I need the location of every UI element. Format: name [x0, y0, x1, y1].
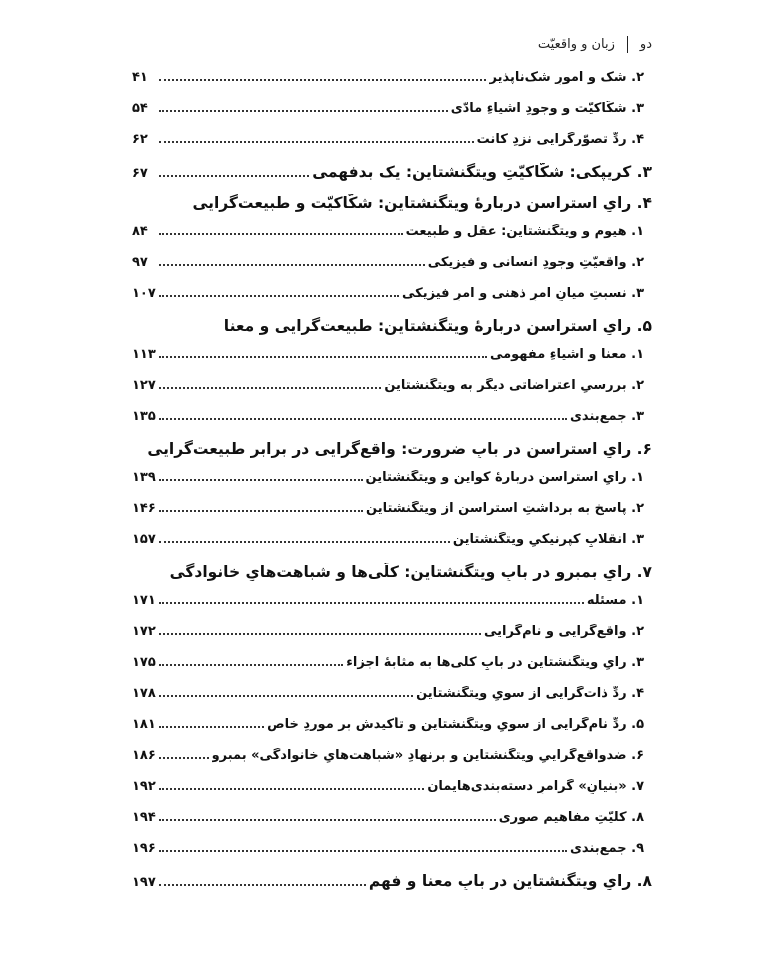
dot-leader: [159, 264, 425, 266]
toc-entry-title: ۸. کلّیّتِ مفاهیمِ صوری: [498, 810, 644, 825]
toc-entry-title: ۶. ضدواقع‌گراییِ ویتگنشتاین و برنهادِ «شباهت‌هایِ خانوادگی» بمبرو: [211, 748, 644, 763]
toc-page-number: ۹۷: [132, 255, 148, 270]
toc-entry-title: ۱. رایِ استراسن دربارهٔ کواین و ویتگنشتاین: [365, 470, 644, 485]
toc-entry-title: ۷. «بنیانِ» گرامرِ دسته‌بندی‌هایمان: [427, 779, 644, 794]
dot-leader: [159, 479, 363, 481]
dot-leader: [159, 757, 209, 759]
toc-page-number: ۶۷: [132, 166, 148, 181]
toc-page-number: ۱۰۷: [132, 286, 156, 301]
dot-leader: [159, 850, 567, 852]
toc-chapter-entry[interactable]: [132, 440, 652, 470]
toc-entry-title: ۴. ردِّ تصوّرگرایی نزدِ کانت: [476, 132, 644, 147]
toc-page-number: ۱۵۷: [132, 532, 156, 547]
dot-leader: [159, 788, 424, 790]
toc-entry-title: ۲. شک و امورِ شک‌ناپذیر: [489, 70, 644, 85]
dot-leader: [159, 726, 264, 728]
toc-entry-title: ۲. واقعیّتِ وجودِ انسانی و فیزیکی: [427, 255, 644, 270]
toc-section-entry[interactable]: [132, 501, 652, 532]
dot-leader: [159, 356, 487, 358]
toc-entry-title: ۵. ردِّ نام‌گرایی از سویِ ویتگنشتاین و تأکیدش بر موردِ خاص: [267, 717, 644, 732]
toc-page-number: ۱۴۶: [132, 501, 156, 516]
toc-page-number: ۱۲۷: [132, 378, 156, 393]
toc-section-entry[interactable]: [132, 717, 652, 748]
toc-entry-title: ۳. شکّاکیّت و وجودِ اشیاءِ مادّی: [450, 101, 644, 116]
toc-section-entry[interactable]: [132, 841, 652, 872]
toc-section-entry[interactable]: [132, 409, 652, 440]
toc-page-number: ۱۸۶: [132, 748, 156, 763]
dot-leader: [159, 695, 413, 697]
toc-entry-title: ۵. رایِ استراسن دربارهٔ ویتگنشتاین: طبیعت‌گرایی و معنا: [223, 317, 652, 335]
toc-entry-title: ۶. رایِ استراسن در بابِ ضرورت: واقع‌گرایی در برابرِ طبیعت‌گرایی: [147, 440, 652, 458]
toc-page-number: ۱۷۵: [132, 655, 156, 670]
dot-leader: [159, 884, 366, 886]
toc-page-number: ۱۷۲: [132, 624, 156, 639]
toc-section-entry[interactable]: [132, 132, 652, 163]
toc-entry-title: ۳. نسبتِ میانِ امرِ ذهنی و امرِ فیزیکی: [402, 286, 644, 301]
dot-leader: [159, 510, 363, 512]
dot-leader: [159, 387, 381, 389]
toc-page-number: ۱۳۵: [132, 409, 156, 424]
dot-leader: [159, 295, 399, 297]
toc-chapter-entry[interactable]: [132, 317, 652, 347]
toc-entry-title: ۳. جمع‌بندی: [570, 409, 644, 424]
toc-page-number: ۱۷۸: [132, 686, 156, 701]
toc-entry-title: ۴. رایِ استراسن دربارهٔ ویتگنشتاین: شکّاکیّت و طبیعت‌گرایی: [192, 194, 652, 212]
toc-section-entry[interactable]: [132, 101, 652, 132]
toc-chapter-entry[interactable]: [132, 163, 652, 194]
toc-page-number: ۱۹۶: [132, 841, 156, 856]
toc-page-number: ۶۲: [132, 132, 148, 147]
toc-section-entry[interactable]: [132, 347, 652, 378]
toc-entry-title: ۸. رایِ ویتگنشتاین در بابِ معنا و فهم: [368, 872, 652, 890]
toc-page-number: ۱۷۱: [132, 593, 156, 608]
toc-section-entry[interactable]: [132, 779, 652, 810]
toc-section-entry[interactable]: [132, 470, 652, 501]
toc-section-entry[interactable]: [132, 70, 652, 101]
toc-page-number: ۸۴: [132, 224, 148, 239]
dot-leader: [159, 175, 309, 177]
toc-entry-title: ۱. معنا و اشیاءِ مفهومی: [489, 347, 644, 362]
page-number: دو: [639, 37, 652, 52]
dot-leader: [159, 233, 403, 235]
toc-section-entry[interactable]: [132, 624, 652, 655]
toc-section-entry[interactable]: [132, 655, 652, 686]
toc-entry-title: ۳. انقلابِ کپرنیکیِ ویتگنشتاین: [452, 532, 644, 547]
toc-entry-title: ۴. ردِّ ذات‌گرایی از سویِ ویتگنشتاین: [416, 686, 644, 701]
toc-section-entry[interactable]: [132, 378, 652, 409]
toc-section-entry[interactable]: [132, 686, 652, 717]
table-of-contents: [132, 70, 652, 903]
header-divider: [627, 36, 628, 53]
running-title: زبان و واقعیّت: [537, 37, 615, 52]
toc-section-entry[interactable]: [132, 255, 652, 286]
toc-page-number: ۱۱۳: [132, 347, 156, 362]
toc-chapter-entry[interactable]: [132, 563, 652, 593]
toc-entry-title: ۲. بررسیِ اعتراضاتی دیگر به ویتگنشتاین: [384, 378, 644, 393]
toc-section-entry[interactable]: [132, 532, 652, 563]
toc-page-number: ۱۹۷: [132, 875, 156, 890]
toc-chapter-entry[interactable]: [132, 194, 652, 224]
dot-leader: [159, 418, 567, 420]
toc-page-number: ۱۳۹: [132, 470, 156, 485]
toc-entry-title: ۳. رایِ ویتگنشتاین در بابِ کلّی‌ها به مثابهٔ اجزاء: [346, 655, 644, 670]
toc-section-entry[interactable]: [132, 224, 652, 255]
toc-page-number: ۱۹۲: [132, 779, 156, 794]
toc-chapter-entry[interactable]: [132, 872, 652, 903]
dot-leader: [159, 664, 343, 666]
toc-section-entry[interactable]: [132, 593, 652, 624]
toc-section-entry[interactable]: [132, 748, 652, 779]
toc-page-number: ۱۹۴: [132, 810, 156, 825]
toc-page-number: ۱۸۱: [132, 717, 156, 732]
toc-entry-title: ۷. رایِ بمبرو در بابِ ویتگنشتاین: کلّی‌ها و شباهت‌هایِ خانوادگی: [169, 563, 652, 581]
running-header: [538, 36, 652, 53]
toc-page-number: ۵۴: [132, 101, 148, 116]
toc-entry-title: ۲. پاسخ به برداشتِ استراسن از ویتگنشتاین: [366, 501, 644, 516]
toc-entry-title: ۳. کریپکی: شکّاکیّتِ ویتگنشتاین: یک بدفهمی: [312, 163, 652, 181]
dot-leader: [159, 110, 448, 112]
dot-leader: [159, 141, 474, 143]
toc-entry-title: ۱. هیوم و ویتگنشتاین: عقل و طبیعت: [405, 224, 644, 239]
dot-leader: [159, 79, 486, 81]
toc-entry-title: ۲. واقع‌گرایی و نام‌گرایی: [483, 624, 644, 639]
dot-leader: [159, 602, 584, 604]
dot-leader: [159, 819, 496, 821]
toc-section-entry[interactable]: [132, 286, 652, 317]
dot-leader: [159, 633, 481, 635]
toc-section-entry[interactable]: [132, 810, 652, 841]
toc-entry-title: ۱. مسئله: [586, 593, 644, 608]
toc-entry-title: ۹. جمع‌بندی: [570, 841, 644, 856]
toc-page-number: ۴۱: [132, 70, 148, 85]
dot-leader: [159, 541, 450, 543]
